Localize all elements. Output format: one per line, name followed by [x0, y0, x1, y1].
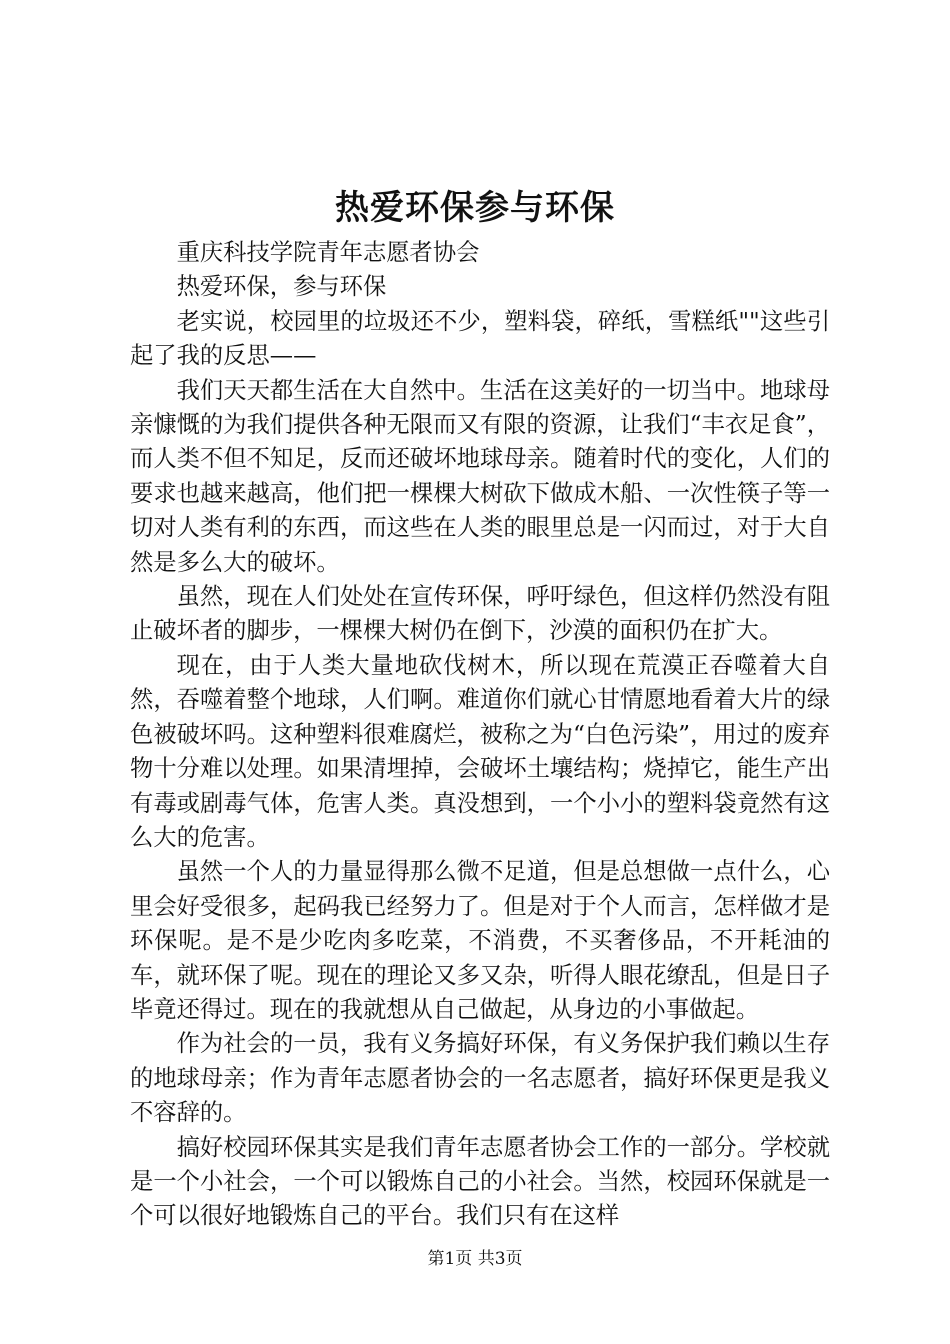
paragraph-duty: 作为社会的一员，我有义务搞好环保，有义务保护我们赖以生存的地球母亲；作为青年志愿者协会的一名志愿者，搞好环保更是我义不容辞的。: [130, 1030, 830, 1127]
document-title: 热爱环保参与环保: [335, 188, 615, 228]
paragraph-intro: 老实说，校园里的垃圾还不少，塑料袋，碎纸，雪糕纸""这些引起了我的反思——: [130, 307, 830, 370]
document-body: [130, 236, 830, 1234]
paragraph-organization: 重庆科技学院青年志愿者协会: [176, 239, 480, 266]
paragraph-individual: 虽然一个人的力量显得那么微不足道，但是总想做一点什么，心里会好受很多，起码我已经努力了。但是对于个人而言，怎样做才是环保呢。是不是少吃肉多吃菜，不消费，不买奢侈品，不开耗油的车，就环保了呢。现在的理论又多又杂，听得人眼花缭乱，但是日子毕竟还得过。现在的我就想从自己做起，从身边的小事做起。: [130, 858, 830, 1023]
paragraph-pollution: 现在，由于人类大量地砍伐树木，所以现在荒漠正吞噬着大自然，吞噬着整个地球，人们啊。难道你们就心甘情愿地看着大片的绿色被破坏吗。这种塑料很难腐烂，被称之为“白色污染”，用过的废弃物十分难以处理。如果清埋掉，会破坏土壤结构；烧掉它，能生产出有毒或剧毒气体，危害人类。真没想到，一个小小的塑料袋竟然有这么大的危害。: [130, 651, 830, 851]
paragraph-propaganda: 虽然，现在人们处处在宣传环保，呼吁绿色，但这样仍然没有阻止破坏者的脚步，一棵棵大树仍在倒下，沙漠的面积仍在扩大。: [130, 583, 830, 645]
paragraph-nature: 我们天天都生活在大自然中。生活在这美好的一切当中。地球母亲慷慨的为我们提供各种无限而又有限的资源，让我们“丰衣足食”，而人类不但不知足，反而还破坏地球母亲。随着时代的变化，人们的要求也越来越高，他们把一棵棵大树砍下做成木船、一次性筷子等一切对人类有利的东西，而这些在人类的眼里总是一闪而过，对于大自然是多么大的破坏。: [130, 376, 830, 576]
paragraph-campus: 搞好校园环保其实是我们青年志愿者协会工作的一部分。学校就是一个小社会，一个可以锻炼自己的小社会。当然，校园环保就是一个可以很好地锻炼自己的平台。我们只有在这样: [130, 1133, 830, 1230]
paragraph-subtitle: 热爱环保，参与环保: [176, 273, 387, 301]
page-footer: 第1页 共3页: [427, 1249, 523, 1269]
